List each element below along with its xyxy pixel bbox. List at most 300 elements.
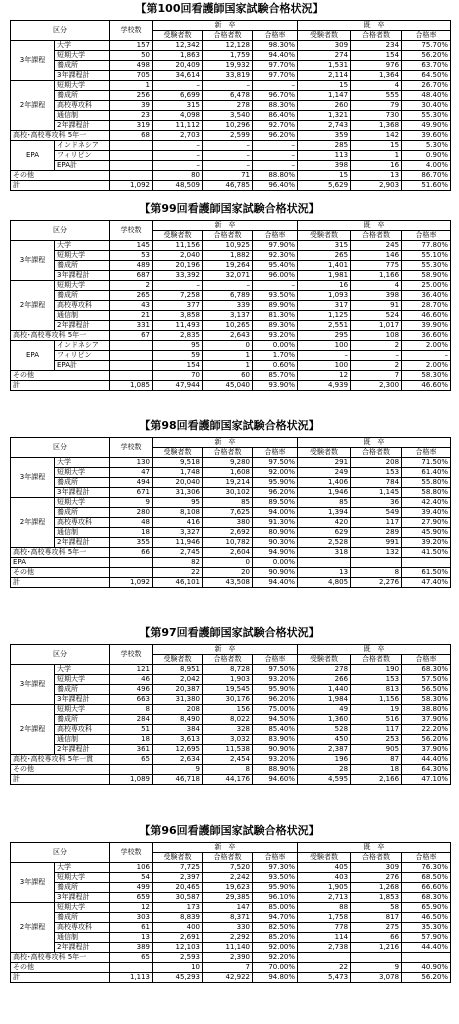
value-cell: 1,092 [110,181,153,191]
value-cell: 96.20% [253,131,298,141]
value-cell: 36 [351,498,402,508]
table-row [11,171,451,181]
table-row [11,51,451,61]
value-cell: 4 [351,281,402,291]
value-cell: 1 [203,361,253,371]
results-table [10,842,451,983]
value-cell: 0.00% [253,558,298,568]
value-cell: 330 [203,923,253,933]
row-label: 短期大学 [55,903,110,913]
subheader-rate: 合格率 [402,655,451,665]
row-label: EPA計 [55,161,110,171]
value-cell: 19,545 [203,685,253,695]
table-title: 【第96回看護師国家試験合格状況】 [139,824,320,837]
value-cell: 46.60% [402,381,451,391]
value-cell: 289 [351,528,402,538]
row-label: 3年課程計 [55,488,110,498]
table-row [11,141,451,151]
value-cell: 3,540 [203,111,253,121]
value-cell: 8,108 [153,508,203,518]
value-cell: 43,508 [203,578,253,588]
value-cell: 64.30% [402,765,451,775]
value-cell: 629 [298,528,351,538]
value-cell: 60 [203,371,253,381]
value-cell: 1,882 [203,251,253,261]
value-cell: 8 [203,765,253,775]
row-label: 計 [11,775,110,785]
row-label: 養成所 [55,913,110,923]
value-cell: 13 [298,568,351,578]
value-cell: 79 [351,101,402,111]
value-cell: 8 [351,568,402,578]
row-label: 計 [11,181,110,191]
row-label: 短期大学 [55,251,110,261]
value-cell: 61.50% [402,568,451,578]
subheader-examinees: 受験者数 [153,231,203,241]
table-row [11,311,451,321]
header-schools: 学校数 [110,221,153,241]
row-label: 養成所 [55,685,110,695]
row-label: 養成所 [55,261,110,271]
value-cell: 30,176 [203,695,253,705]
value-cell: 5,629 [298,181,351,191]
table-row [11,321,451,331]
value-cell: 89.50% [253,498,298,508]
value-cell: 405 [298,863,351,873]
value-cell: 85 [298,498,351,508]
value-cell: 3,137 [203,311,253,321]
row-label: 3年課程計 [55,893,110,903]
table-row [11,568,451,578]
row-label: 通信制 [55,735,110,745]
value-cell: 95.90% [253,685,298,695]
value-cell: 147 [203,903,253,913]
value-cell: 100 [298,341,351,351]
value-cell: 97.70% [253,61,298,71]
value-cell: 47.10% [402,775,451,785]
value-cell: 41.50% [402,548,451,558]
value-cell: 6,789 [203,291,253,301]
value-cell: 4.00% [402,161,451,171]
value-cell: 64.50% [402,71,451,81]
value-cell: 11,946 [153,538,203,548]
value-cell: 1,981 [298,271,351,281]
value-cell: 96.40% [253,181,298,191]
value-cell: 114 [298,933,351,943]
value-cell: 278 [298,665,351,675]
value-cell: 67 [110,331,153,341]
value-cell: 32,071 [203,271,253,281]
value-cell: 377 [153,301,203,311]
value-cell: 66 [110,548,153,558]
value-cell: 45,040 [203,381,253,391]
value-cell: 4,098 [153,111,203,121]
table-row [11,241,451,251]
value-cell: 19 [351,705,402,715]
row-group: 3年課程 [11,863,55,903]
subheader-examinees: 受験者数 [153,853,203,863]
row-label: EPA [11,558,110,568]
row-label: 養成所 [55,883,110,893]
row-label: 計 [11,973,110,983]
value-cell: – [203,161,253,171]
value-cell: 7,625 [203,508,253,518]
value-cell: 2 [351,361,402,371]
value-cell: 524 [351,311,402,321]
table-row [11,508,451,518]
value-cell: 34,614 [153,71,203,81]
value-cell: 39 [110,101,153,111]
value-cell: 15 [298,171,351,181]
value-cell: 10 [153,963,203,973]
value-cell: 303 [110,913,153,923]
value-cell: 93.50% [253,291,298,301]
row-label: 短期大学 [55,705,110,715]
value-cell: 20,465 [153,883,203,893]
value-cell [110,558,153,568]
table-row [11,71,451,81]
value-cell: 71 [203,171,253,181]
table-row [11,151,451,161]
value-cell: 280 [110,508,153,518]
value-cell: 1,147 [298,91,351,101]
row-group: 3年課程 [11,665,55,705]
table-row [11,765,451,775]
value-cell: 813 [351,685,402,695]
value-cell: 90.30% [253,538,298,548]
value-cell: 4,595 [298,775,351,785]
value-cell: 420 [298,518,351,528]
value-cell: – [203,81,253,91]
value-cell: 94.90% [253,548,298,558]
row-label: 高校･高校専攻科 5年一貫 [11,755,110,765]
table-row [11,963,451,973]
value-cell: 3,078 [351,973,402,983]
value-cell: 93.20% [253,675,298,685]
header-new-graduates: 新 卒 [153,645,298,655]
row-label: 養成所 [55,291,110,301]
value-cell: 92.20% [253,953,298,963]
value-cell: 1,092 [110,578,153,588]
value-cell: 1,268 [351,883,402,893]
value-cell: 1,394 [298,508,351,518]
value-cell: 28 [298,765,351,775]
value-cell: 234 [351,41,402,51]
subheader-examinees: 受験者数 [298,448,351,458]
table-row [11,468,451,478]
value-cell [402,558,451,568]
value-cell: 2,599 [203,131,253,141]
value-cell: – [351,351,402,361]
header-schools: 学校数 [110,843,153,863]
value-cell: 359 [298,131,351,141]
value-cell: 4,939 [298,381,351,391]
value-cell: 2,040 [153,251,203,261]
value-cell: 113 [298,151,351,161]
value-cell: 317 [298,301,351,311]
value-cell: 245 [351,241,402,251]
value-cell: 2,713 [298,893,351,903]
value-cell: 659 [110,893,153,903]
value-cell: 91 [351,301,402,311]
value-cell: 89.90% [253,301,298,311]
value-cell: 47 [110,468,153,478]
value-cell: 1,406 [298,478,351,488]
value-cell: 132 [351,548,402,558]
value-cell: 86.70% [402,171,451,181]
value-cell: 94.40% [253,578,298,588]
table-row [11,478,451,488]
header-schools: 学校数 [110,438,153,458]
value-cell [110,171,153,181]
value-cell: 82.50% [253,923,298,933]
subheader-passers: 合格者数 [351,655,402,665]
value-cell: 2,903 [351,181,402,191]
subheader-passers: 合格者数 [351,448,402,458]
value-cell: 1,017 [351,321,402,331]
table-row [11,381,451,391]
value-cell: 51 [110,725,153,735]
value-cell: 106 [110,863,153,873]
row-label: 養成所 [55,61,110,71]
value-cell: 1,156 [351,695,402,705]
value-cell: 380 [203,518,253,528]
value-cell: 117 [351,725,402,735]
value-cell: 94.50% [253,715,298,725]
value-cell: 96.20% [253,695,298,705]
row-label: 2年課程計 [55,321,110,331]
value-cell: 276 [351,873,402,883]
row-group: 2年課程 [11,498,55,548]
value-cell: – [153,151,203,161]
value-cell: 6,478 [203,91,253,101]
value-cell: 97.30% [253,863,298,873]
value-cell: 2,691 [153,933,203,943]
value-cell [110,351,153,361]
value-cell: 89.30% [253,321,298,331]
value-cell: 19,214 [203,478,253,488]
value-cell: 145 [110,241,153,251]
table-row [11,488,451,498]
value-cell: 730 [351,111,402,121]
value-cell: 1,984 [298,695,351,705]
value-cell: 65.90% [402,903,451,913]
row-label: 養成所 [55,508,110,518]
row-label: 高校専攻科 [55,518,110,528]
value-cell: 26.70% [402,81,451,91]
table-row [11,111,451,121]
value-cell: 19,932 [203,61,253,71]
row-group: 3年課程 [11,241,55,281]
value-cell: 16 [298,281,351,291]
value-cell: 153 [351,468,402,478]
value-cell: 9,280 [203,458,253,468]
value-cell: 19,264 [203,261,253,271]
value-cell: 11,538 [203,745,253,755]
value-cell: 90.90% [253,568,298,578]
value-cell: 58.30% [402,695,451,705]
table-row [11,715,451,725]
value-cell: 25.00% [402,281,451,291]
table-row [11,371,451,381]
value-cell: 361 [110,745,153,755]
value-cell: 1,089 [110,775,153,785]
value-cell: 12 [298,371,351,381]
value-cell: 51.60% [402,181,451,191]
subheader-passers: 合格者数 [203,31,253,41]
value-cell: 2,292 [203,933,253,943]
row-label: 高校･高校専攻科 5年一 [11,331,110,341]
value-cell: 260 [298,101,351,111]
table-row [11,81,451,91]
value-cell: 8,951 [153,665,203,675]
value-cell: 2,738 [298,943,351,953]
value-cell: 42.40% [402,498,451,508]
value-cell: 7 [203,963,253,973]
value-cell: 12 [110,903,153,913]
value-cell: 94.70% [253,913,298,923]
row-label: 通信制 [55,528,110,538]
value-cell: 66.60% [402,883,451,893]
value-cell: 0.60% [253,361,298,371]
table-title: 【第98回看護師国家試験合格状況】 [139,419,320,432]
value-cell: 494 [110,478,153,488]
row-label: 3年課程計 [55,71,110,81]
table-row [11,291,451,301]
value-cell: 56.20% [402,973,451,983]
table-row [11,351,451,361]
value-cell: 0 [203,558,253,568]
subheader-rate: 合格率 [402,853,451,863]
value-cell: 7,520 [203,863,253,873]
value-cell: 663 [110,695,153,705]
value-cell: 93.90% [253,381,298,391]
value-cell: 12,342 [153,41,203,51]
value-cell: 56.20% [402,51,451,61]
row-group: 2年課程 [11,705,55,755]
value-cell: 46,785 [203,181,253,191]
value-cell: 1,863 [153,51,203,61]
value-cell: 59 [153,351,203,361]
value-cell: 46.50% [402,913,451,923]
header-category: 区分 [11,843,110,863]
value-cell: 291 [298,458,351,468]
value-cell: 96.10% [253,893,298,903]
value-cell: 253 [351,735,402,745]
subheader-rate: 合格率 [253,31,298,41]
table-row [11,458,451,468]
value-cell: 97.50% [253,458,298,468]
value-cell: 315 [153,101,203,111]
row-label: 短期大学 [55,498,110,508]
value-cell: 46 [110,675,153,685]
table-row [11,745,451,755]
header-row [11,21,451,31]
row-label: 高校専攻科 [55,301,110,311]
table-row [11,518,451,528]
value-cell: 2 [110,281,153,291]
value-cell: 318 [298,548,351,558]
row-label: 高校･高校専攻科 5年一 [11,953,110,963]
subheader-passers: 合格者数 [203,853,253,863]
value-cell: 339 [203,301,253,311]
table-row [11,665,451,675]
value-cell: 555 [351,91,402,101]
row-label: インドネシア [55,341,110,351]
value-cell: 2,743 [298,121,351,131]
value-cell: 23 [110,111,153,121]
value-cell: 21 [110,311,153,321]
header-previous-graduates: 既 卒 [298,438,451,448]
value-cell: 97.70% [253,71,298,81]
subheader-examinees: 受験者数 [298,655,351,665]
subheader-rate: 合格率 [253,231,298,241]
value-cell: 85 [203,498,253,508]
value-cell: 516 [351,715,402,725]
value-cell: 7,258 [153,291,203,301]
value-cell: 2.00% [402,361,451,371]
value-cell: 1 [351,151,402,161]
value-cell: – [153,81,203,91]
row-group: 2年課程 [11,81,55,131]
value-cell: 117 [351,518,402,528]
value-cell: 95 [153,498,203,508]
value-cell: 1,903 [203,675,253,685]
header-schools: 学校数 [110,645,153,665]
row-label: 通信制 [55,311,110,321]
row-group: EPA [11,341,55,371]
value-cell: 55.10% [402,251,451,261]
table-row [11,705,451,715]
value-cell: 44.40% [402,943,451,953]
value-cell: 46,718 [153,775,203,785]
header-new-graduates: 新 卒 [153,21,298,31]
row-label: その他 [11,568,110,578]
value-cell: 7 [351,371,402,381]
value-cell: 2,634 [153,755,203,765]
row-label: 短期大学 [55,468,110,478]
value-cell: 2,643 [203,331,253,341]
value-cell: – [153,281,203,291]
header-previous-graduates: 既 卒 [298,645,451,655]
subheader-examinees: 受験者数 [153,31,203,41]
row-label: 2年課程計 [55,538,110,548]
value-cell: 45.90% [402,528,451,538]
value-cell: – [203,151,253,161]
value-cell: 153 [351,675,402,685]
value-cell: 2,387 [298,745,351,755]
value-cell: 94.60% [253,775,298,785]
row-label: 2年課程計 [55,745,110,755]
value-cell: 1,758 [298,913,351,923]
value-cell: 6,699 [153,91,203,101]
value-cell: 8,490 [153,715,203,725]
value-cell: 68.30% [402,893,451,903]
value-cell: – [203,281,253,291]
value-cell: – [253,81,298,91]
value-cell: 93.20% [253,755,298,765]
header-category: 区分 [11,221,110,241]
value-cell: 0.90% [402,151,451,161]
table-row [11,578,451,588]
value-cell [110,765,153,775]
value-cell: 97.90% [253,241,298,251]
value-cell: 13 [351,171,402,181]
value-cell: 275 [351,923,402,933]
value-cell: 2,703 [153,131,203,141]
value-cell: 5,473 [298,973,351,983]
value-cell: 0.00% [253,341,298,351]
